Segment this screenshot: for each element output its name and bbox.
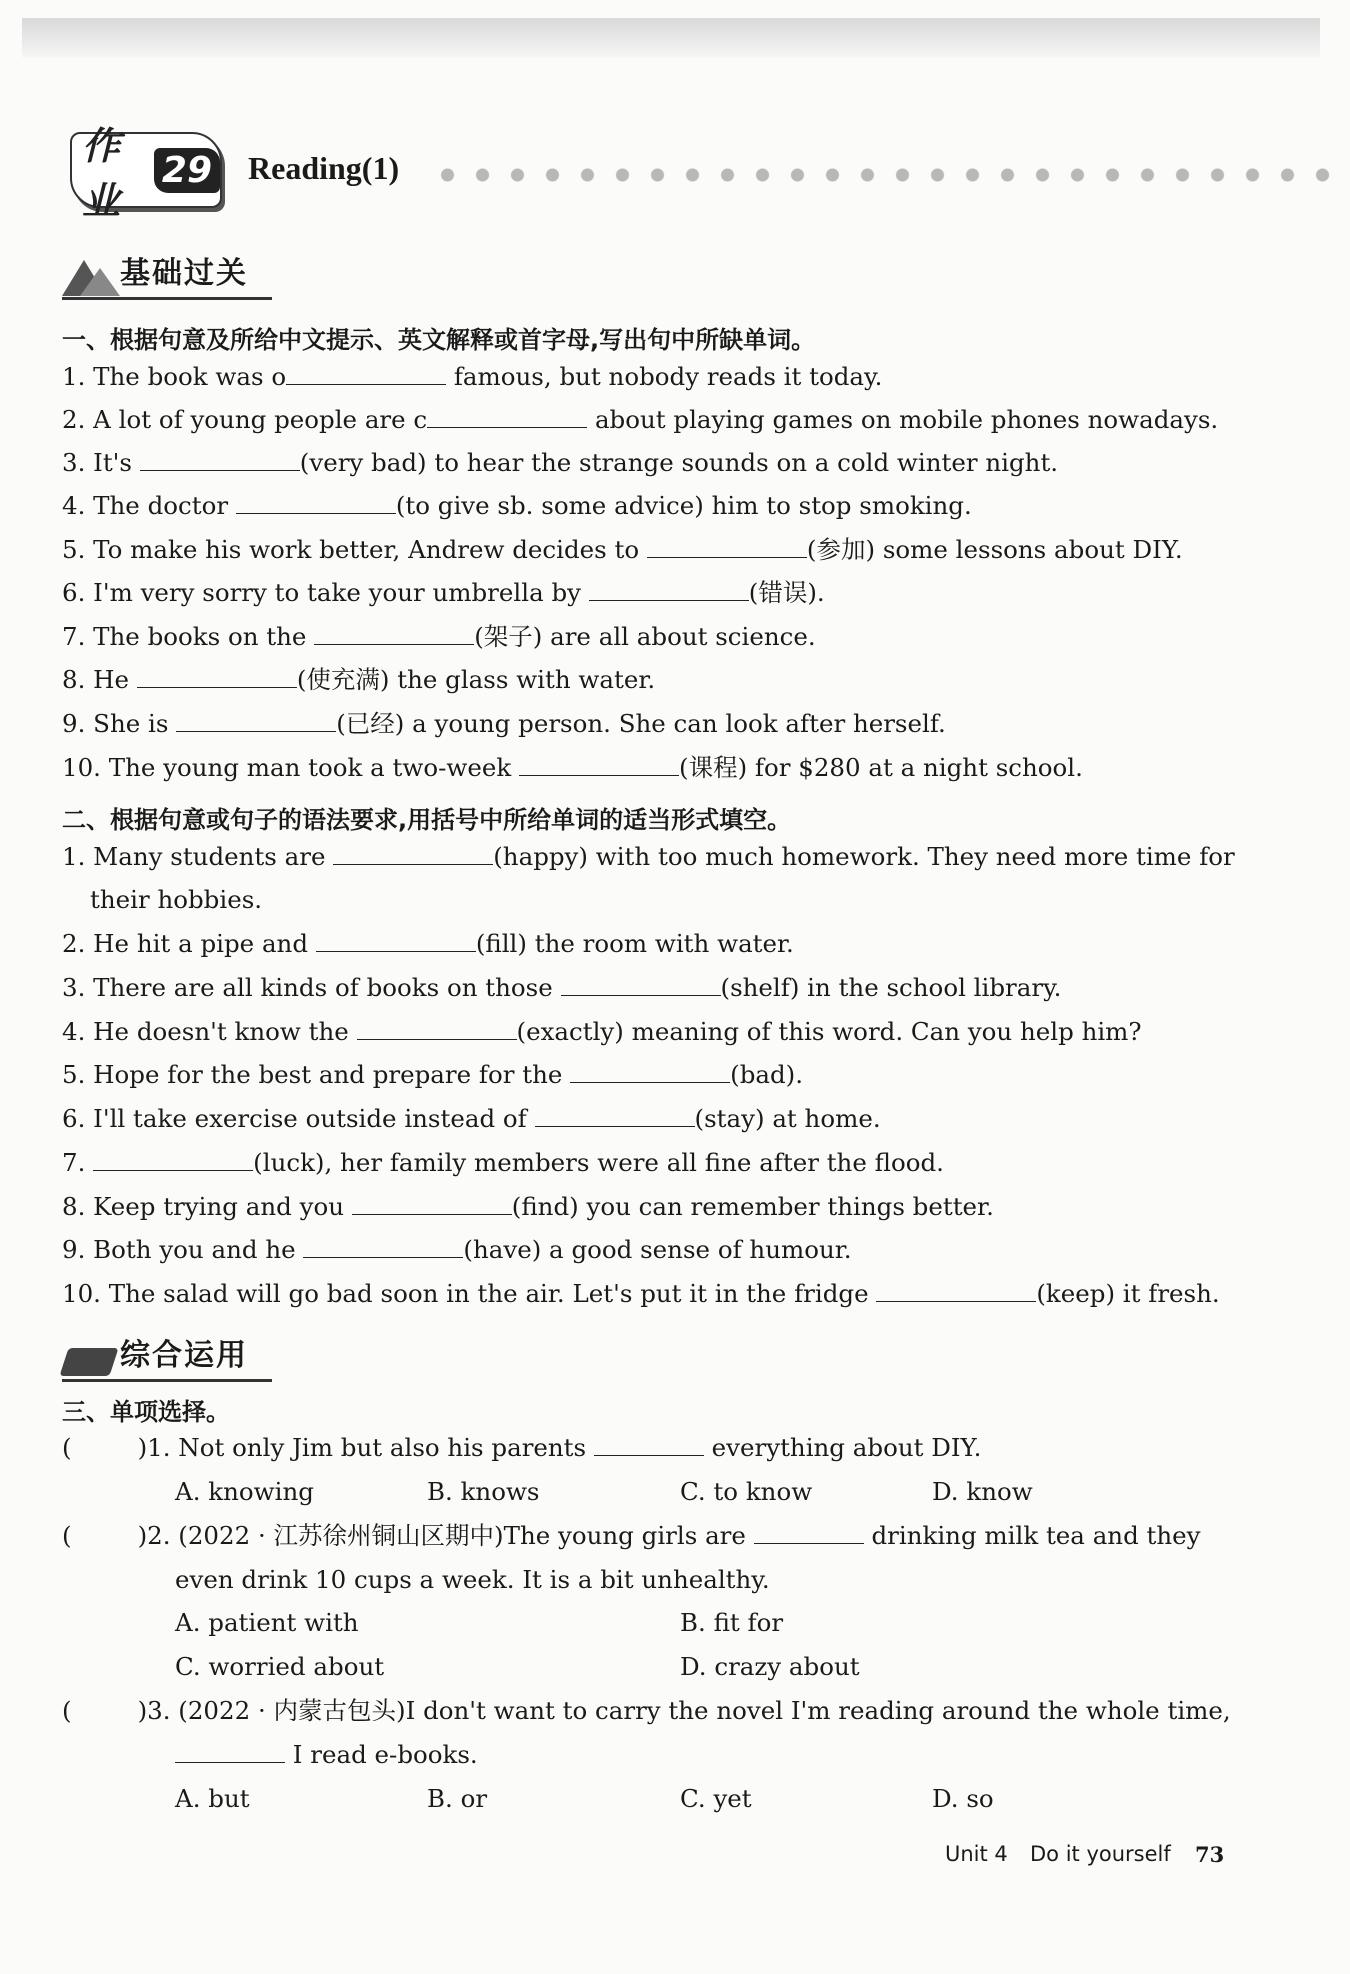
- footer-unit: Unit 4: [945, 1842, 1008, 1866]
- mountain-small-icon: [80, 268, 120, 296]
- answer-blank[interactable]: [357, 1017, 517, 1040]
- block-icon: [59, 1348, 118, 1376]
- question-2: ( )2. (2022 · 江苏徐州铜山区期中)The young girls are drinking milk tea and they: [62, 1521, 1201, 1550]
- option-a[interactable]: A. but: [175, 1784, 250, 1813]
- part2-item: 2. He hit a pipe and (fill) the room with water.: [62, 929, 794, 958]
- lesson-title: Reading(1): [248, 150, 400, 186]
- answer-blank[interactable]: [137, 665, 297, 688]
- option-d[interactable]: D. so: [932, 1784, 994, 1813]
- answer-blank[interactable]: [754, 1521, 864, 1544]
- top-scan-strip: [22, 18, 1320, 58]
- part1-item: 1. The book was o famous, but nobody reads it today.: [62, 362, 883, 391]
- answer-blank[interactable]: [175, 1740, 285, 1763]
- part2-item: 3. There are all kinds of books on those (shelf) in the school library.: [62, 973, 1062, 1002]
- option-d[interactable]: D. crazy about: [680, 1652, 860, 1681]
- badge-number: 29: [154, 148, 220, 193]
- part2-item: 1. Many students are (happy) with too much homework. They need more time for: [62, 842, 1235, 871]
- part2-item: 9. Both you and he (have) a good sense of humour.: [62, 1235, 852, 1264]
- answer-blank[interactable]: [876, 1279, 1036, 1302]
- answer-blank[interactable]: [286, 362, 446, 385]
- option-b[interactable]: B. or: [427, 1784, 488, 1813]
- answer-blank[interactable]: [647, 535, 807, 558]
- answer-blank[interactable]: [140, 448, 300, 471]
- option-c[interactable]: C. worried about: [175, 1652, 385, 1681]
- answer-blank[interactable]: [352, 1192, 512, 1215]
- section-underline: [62, 1379, 272, 1382]
- answer-blank[interactable]: [589, 578, 749, 601]
- section-banner-basic: [62, 250, 272, 300]
- answer-blank[interactable]: [535, 1104, 695, 1127]
- part1-item: 5. To make his work better, Andrew decides to (参加) some lessons about DIY.: [62, 535, 1183, 564]
- option-a[interactable]: A. patient with: [175, 1608, 359, 1637]
- option-d[interactable]: D. know: [932, 1477, 1033, 1506]
- answer-blank[interactable]: [236, 491, 396, 514]
- part1-item: 4. The doctor (to give sb. some advice) him to stop smoking.: [62, 491, 972, 520]
- part2-item: 8. Keep trying and you (find) you can remember things better.: [62, 1192, 994, 1221]
- part1-item: 6. I'm very sorry to take your umbrella by (错误).: [62, 578, 825, 607]
- section-underline: [62, 297, 272, 300]
- question-2-continued: even drink 10 cups a week. It is a bit unhealthy.: [175, 1565, 770, 1594]
- part1-item: 10. The young man took a two-week (课程) for $280 at a night school.: [62, 753, 1083, 782]
- part2-item-continued: their hobbies.: [90, 885, 263, 914]
- question-3-continued: I read e-books.: [175, 1740, 478, 1770]
- part2-heading: 二、根据句意或句子的语法要求,用括号中所给单词的适当形式填空。: [62, 806, 792, 834]
- question-1: ( )1. Not only Jim but also his parents everything about DIY.: [62, 1433, 982, 1462]
- section-title-comprehensive: 综合运用: [120, 1338, 248, 1373]
- part1-item: 8. He (使充满) the glass with water.: [62, 665, 656, 694]
- answer-blank[interactable]: [570, 1060, 730, 1083]
- part1-item: 9. She is (已经) a young person. She can look after herself.: [62, 709, 946, 738]
- part2-item: 5. Hope for the best and prepare for the (bad).: [62, 1060, 804, 1089]
- answer-blank[interactable]: [93, 1148, 253, 1171]
- answer-blank[interactable]: [176, 709, 336, 732]
- section-banner-comprehensive: [62, 1332, 272, 1382]
- answer-blank[interactable]: [427, 405, 587, 428]
- option-b[interactable]: B. fit for: [680, 1608, 784, 1637]
- answer-blank[interactable]: [314, 622, 474, 645]
- answer-blank[interactable]: [303, 1235, 463, 1258]
- part3-heading: 三、单项选择。: [62, 1398, 230, 1426]
- part1-heading: 一、根据句意及所给中文提示、英文解释或首字母,写出句中所缺单词。: [62, 326, 816, 354]
- part2-item: 4. He doesn't know the (exactly) meaning of this word. Can you help him?: [62, 1017, 1142, 1046]
- part2-item: 10. The salad will go bad soon in the air. Let's put it in the fridge (keep) it fresh.: [62, 1279, 1220, 1308]
- option-a[interactable]: A. knowing: [175, 1477, 314, 1506]
- question-3: ( )3. (2022 · 内蒙古包头)I don't want to carry the novel I'm reading around the whole time,: [62, 1696, 1231, 1725]
- answer-blank[interactable]: [316, 929, 476, 952]
- part1-item: 2. A lot of young people are c about playing games on mobile phones nowadays.: [62, 405, 1219, 434]
- option-c[interactable]: C. to know: [680, 1477, 813, 1506]
- answer-blank[interactable]: [519, 753, 679, 776]
- footer-unit-title: Do it yourself: [1030, 1842, 1171, 1866]
- option-c[interactable]: C. yet: [680, 1784, 752, 1813]
- answer-blank[interactable]: [561, 973, 721, 996]
- homework-badge: [70, 124, 222, 223]
- part2-item: 7. (luck), her family members were all fine after the flood.: [62, 1148, 944, 1177]
- answer-blank[interactable]: [594, 1433, 704, 1456]
- page-number: 73: [1195, 1842, 1225, 1867]
- part2-item: 6. I'll take exercise outside instead of (stay) at home.: [62, 1104, 881, 1133]
- badge-label: 作业: [82, 124, 121, 223]
- section-title-basic: 基础过关: [120, 256, 248, 291]
- option-b[interactable]: B. knows: [427, 1477, 540, 1506]
- decorative-dots: [430, 168, 1330, 182]
- answer-blank[interactable]: [333, 842, 493, 865]
- part1-item: 7. The books on the (架子) are all about science.: [62, 622, 816, 651]
- part1-item: 3. It's (very bad) to hear the strange sounds on a cold winter night.: [62, 448, 1059, 477]
